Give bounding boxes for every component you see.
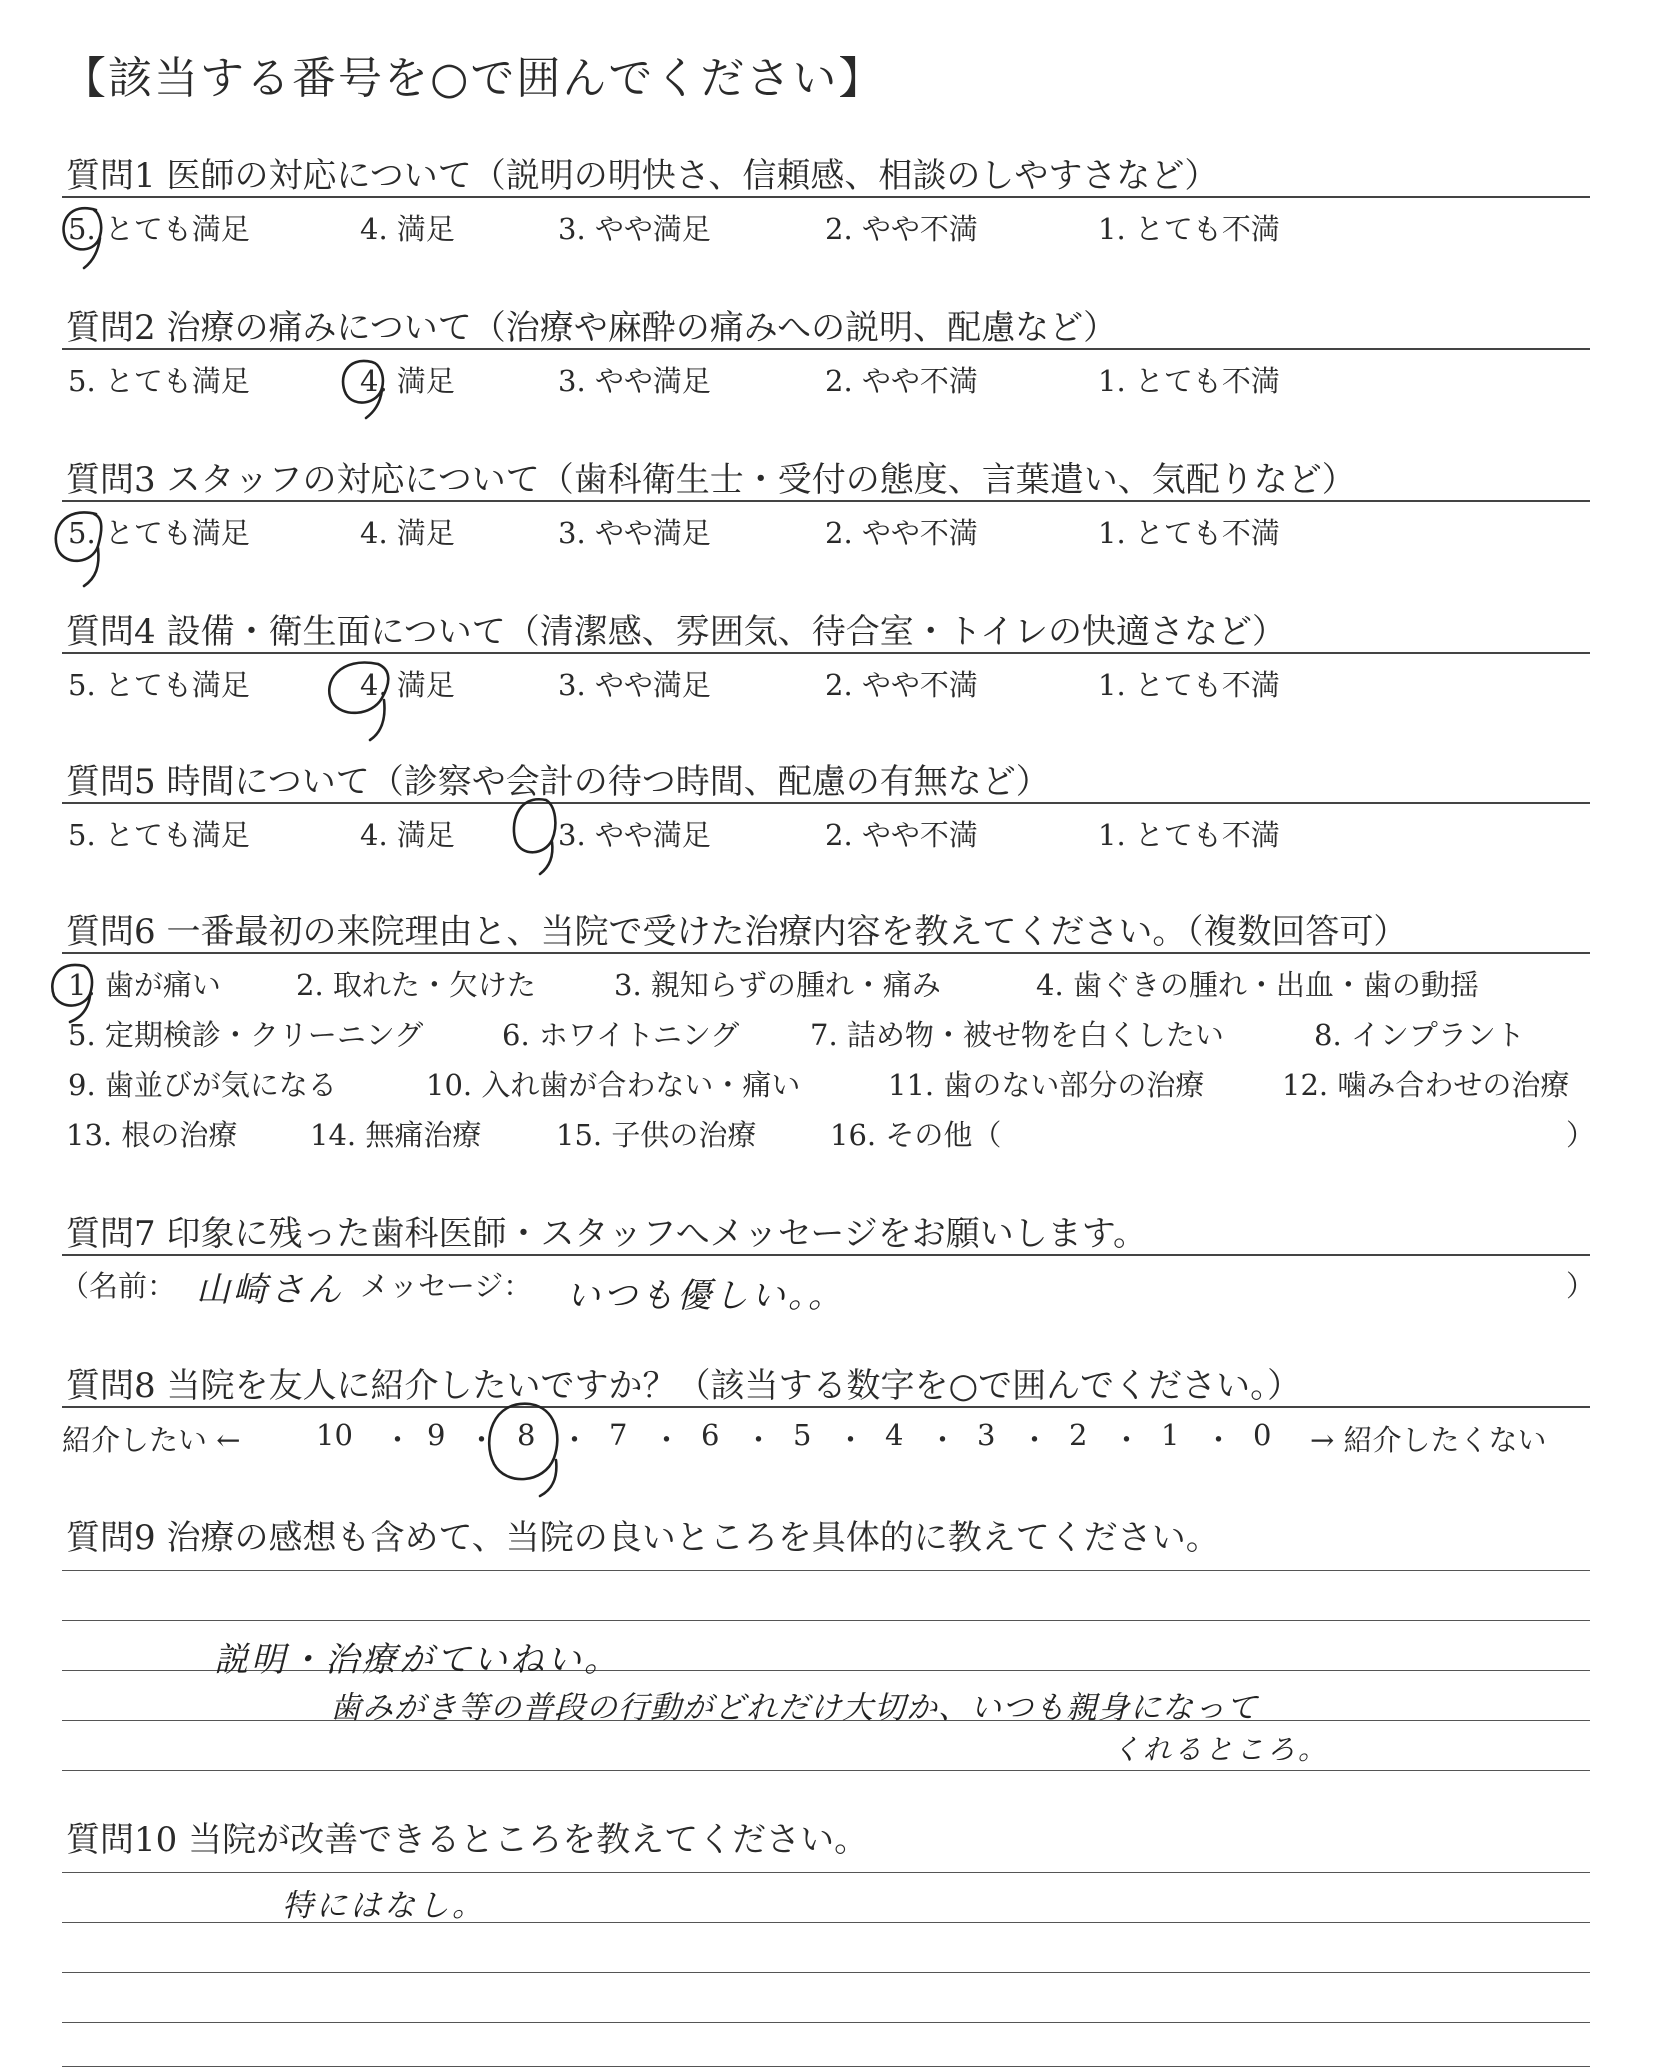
- q2-option-5[interactable]: 5. とても満足: [68, 364, 250, 398]
- q2-option-2[interactable]: 2. やや不満: [825, 364, 978, 398]
- q6-option-9[interactable]: 9. 歯並びが気になる: [68, 1068, 337, 1102]
- q1-option-2[interactable]: 2. やや不満: [825, 212, 978, 246]
- q6-option-16[interactable]: 16. その他（: [830, 1118, 1002, 1152]
- q6-option-4[interactable]: 4. 歯ぐきの腫れ・出血・歯の動揺: [1036, 968, 1479, 1002]
- q10-line-3: [62, 1972, 1590, 1973]
- q8-scale-6[interactable]: 6: [701, 1418, 720, 1452]
- question-5-rule: [62, 802, 1590, 804]
- question-3-label: 質問3 スタッフの対応について（歯科衛生士・受付の態度、言葉遣い、気配りなど）: [66, 460, 1356, 500]
- q8-right-label: → 紹介したくない: [1310, 1423, 1547, 1457]
- q5-option-1[interactable]: 1. とても不満: [1098, 818, 1280, 852]
- q8-scale-4[interactable]: 4: [885, 1418, 904, 1452]
- q10-answer-line-1[interactable]: 特にはなし。: [282, 1888, 486, 1924]
- question-3-rule: [62, 500, 1590, 502]
- q5-option-5[interactable]: 5. とても満足: [68, 818, 250, 852]
- q8-scale-1[interactable]: 1: [1161, 1418, 1180, 1452]
- q6-other-close-paren: ）: [1566, 1118, 1596, 1152]
- q8-scale-3[interactable]: 3: [977, 1418, 996, 1452]
- q1-option-3[interactable]: 3. やや満足: [558, 212, 711, 246]
- q6-option-3[interactable]: 3. 親知らずの腫れ・痛み: [614, 968, 941, 1002]
- q7-name-label: （名前：: [60, 1269, 177, 1303]
- q2-option-4[interactable]: 4. 満足: [360, 364, 455, 398]
- q6-option-8[interactable]: 8. インプラント: [1314, 1018, 1525, 1052]
- q2-option-3[interactable]: 3. やや満足: [558, 364, 711, 398]
- q8-scale-sep: ・: [836, 1423, 866, 1457]
- q6-option-11[interactable]: 11. 歯のない部分の治療: [888, 1068, 1205, 1102]
- q4-option-1[interactable]: 1. とても不満: [1098, 668, 1280, 702]
- question-8-label: 質問8 当院を友人に紹介したいですか？（該当する数字を○で囲んでください。）: [66, 1366, 1302, 1406]
- q4-option-3[interactable]: 3. やや満足: [558, 668, 711, 702]
- question-2-label: 質問2 治療の痛みについて（治療や麻酔の痛みへの説明、配慮など）: [66, 308, 1118, 348]
- q6-option-10[interactable]: 10. 入れ歯が合わない・痛い: [426, 1068, 801, 1102]
- q9-answer-line-2[interactable]: 歯みがき等の普段の行動がどれだけ大切か、いつも親身になって: [330, 1690, 1258, 1726]
- q8-scale-sep: ・: [928, 1423, 958, 1457]
- q8-scale-2[interactable]: 2: [1069, 1418, 1088, 1452]
- q8-left-label: 紹介したい ←: [62, 1423, 241, 1457]
- q8-scale-5[interactable]: 5: [793, 1418, 812, 1452]
- q2-option-1[interactable]: 1. とても不満: [1098, 364, 1280, 398]
- q1-option-4[interactable]: 4. 満足: [360, 212, 455, 246]
- q4-option-5[interactable]: 5. とても満足: [68, 668, 250, 702]
- question-8-rule: [62, 1406, 1590, 1408]
- q3-option-3[interactable]: 3. やや満足: [558, 516, 711, 550]
- q6-option-12[interactable]: 12. 噛み合わせの治療: [1282, 1068, 1570, 1102]
- q8-scale-sep: ・: [1204, 1423, 1234, 1457]
- q8-scale-sep: ・: [383, 1423, 413, 1457]
- q8-scale-8[interactable]: 8: [517, 1418, 536, 1452]
- q6-option-7[interactable]: 7. 詰め物・被せ物を白くしたい: [810, 1018, 1224, 1052]
- question-9-label: 質問9 治療の感想も含めて、当院の良いところを具体的に教えてください。: [66, 1518, 1220, 1558]
- q8-scale-10[interactable]: 10: [316, 1418, 353, 1452]
- q8-scale-sep: ・: [1112, 1423, 1142, 1457]
- q9-line-1: [62, 1570, 1590, 1571]
- q6-option-14[interactable]: 14. 無痛治療: [310, 1118, 482, 1152]
- q10-line-1: [62, 1872, 1590, 1873]
- q7-message-label: メッセージ：: [360, 1269, 533, 1303]
- q4-option-4[interactable]: 4. 満足: [360, 668, 455, 702]
- q6-option-1[interactable]: 1. 歯が痛い: [68, 968, 221, 1002]
- q5-option-2[interactable]: 2. やや不満: [825, 818, 978, 852]
- page-title: 【該当する番号を○で囲んでください】: [62, 53, 885, 104]
- q9-answer-line-3[interactable]: くれるところ。: [1112, 1733, 1330, 1766]
- question-7-rule: [62, 1254, 1590, 1256]
- q3-option-5[interactable]: 5. とても満足: [68, 516, 250, 550]
- question-6-label: 質問6 一番最初の来院理由と、当院で受けた治療内容を教えてください。（複数回答可）: [66, 912, 1408, 952]
- q8-scale-sep: ・: [744, 1423, 774, 1457]
- q4-option-2[interactable]: 2. やや不満: [825, 668, 978, 702]
- q5-circle-mark: [514, 799, 555, 874]
- q1-option-1[interactable]: 1. とても不満: [1098, 212, 1280, 246]
- question-7-label: 質問7 印象に残った歯科医師・スタッフへメッセージをお願いします。: [66, 1214, 1147, 1254]
- q10-line-4: [62, 2022, 1590, 2023]
- question-4-label: 質問4 設備・衛生面について（清潔感、雰囲気、待合室・トイレの快適さなど）: [66, 612, 1287, 652]
- q8-scale-0[interactable]: 0: [1253, 1418, 1272, 1452]
- q3-option-1[interactable]: 1. とても不満: [1098, 516, 1280, 550]
- question-6-rule: [62, 952, 1590, 954]
- q6-option-2[interactable]: 2. 取れた・欠けた: [296, 968, 536, 1002]
- question-4-rule: [62, 652, 1590, 654]
- question-5-label: 質問5 時間について（診察や会計の待つ時間、配慮の有無など）: [66, 762, 1050, 802]
- q1-option-5[interactable]: 5. とても満足: [68, 212, 250, 246]
- q8-scale-sep: ・: [560, 1423, 590, 1457]
- question-1-label: 質問1 医師の対応について（説明の明快さ、信頼感、相談のしやすさなど）: [66, 156, 1219, 196]
- q6-option-6[interactable]: 6. ホワイトニング: [502, 1018, 740, 1052]
- question-10-label: 質問10 当院が改善できるところを教えてください。: [66, 1820, 869, 1860]
- q5-option-4[interactable]: 4. 満足: [360, 818, 455, 852]
- q7-close-paren: ）: [1566, 1269, 1596, 1303]
- q8-scale-sep: ・: [1020, 1423, 1050, 1457]
- q8-scale-sep: ・: [467, 1423, 497, 1457]
- q8-scale-sep: ・: [652, 1423, 682, 1457]
- q8-scale-7[interactable]: 7: [609, 1418, 628, 1452]
- q6-option-13[interactable]: 13. 根の治療: [66, 1118, 238, 1152]
- question-1-rule: [62, 196, 1590, 198]
- q7-message-handwriting[interactable]: いつも優しい。。: [566, 1276, 845, 1316]
- q6-option-15[interactable]: 15. 子供の治療: [556, 1118, 757, 1152]
- q6-option-5[interactable]: 5. 定期検診・クリーニング: [68, 1018, 424, 1052]
- q8-scale-9[interactable]: 9: [427, 1418, 446, 1452]
- q10-line-5: [62, 2066, 1590, 2067]
- question-2-rule: [62, 348, 1590, 350]
- q9-line-2: [62, 1620, 1590, 1621]
- q3-option-4[interactable]: 4. 満足: [360, 516, 455, 550]
- q5-option-3[interactable]: 3. やや満足: [558, 818, 711, 852]
- q3-option-2[interactable]: 2. やや不満: [825, 516, 978, 550]
- q7-name-handwriting[interactable]: 山崎さん: [196, 1270, 344, 1310]
- q9-answer-line-1[interactable]: 説明・治療がていねい。: [214, 1640, 621, 1680]
- q9-line-5: [62, 1770, 1590, 1771]
